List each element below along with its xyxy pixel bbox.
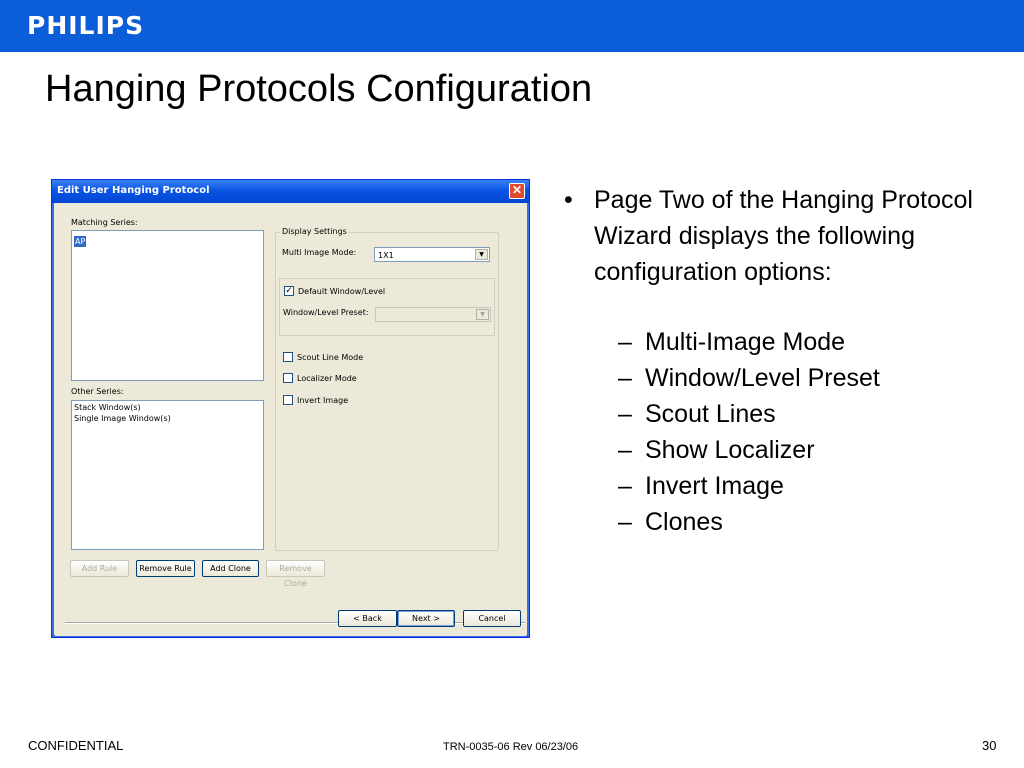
multi-image-mode-label: Multi Image Mode:: [282, 248, 357, 257]
scout-line-mode-label: Scout Line Mode: [297, 352, 364, 362]
sub-bullet-text: Window/Level Preset: [645, 364, 880, 392]
other-series-label: Other Series:: [71, 387, 124, 396]
invert-image-checkbox[interactable]: [283, 395, 348, 405]
sub-bullet-text: Clones: [645, 508, 723, 536]
display-settings-group: [275, 227, 499, 551]
sub-bullet: [562, 396, 1002, 432]
remove-rule-button[interactable]: Remove Rule: [136, 560, 195, 577]
chevron-down-icon[interactable]: ▼: [476, 309, 489, 320]
dash-icon: –: [618, 472, 632, 500]
window-level-box: [279, 278, 495, 336]
other-series-list[interactable]: [71, 400, 264, 550]
bullet-main: [562, 182, 1002, 290]
sub-bullet-text: Multi-Image Mode: [645, 328, 846, 356]
page-number: 30: [982, 738, 997, 753]
multi-image-mode-value: 1X1: [378, 251, 394, 260]
invert-image-label: Invert Image: [297, 395, 349, 405]
dash-icon: –: [618, 328, 632, 356]
dash-icon: –: [618, 364, 632, 392]
close-icon[interactable]: ✕: [509, 183, 525, 199]
sub-bullet: [562, 468, 1002, 504]
add-clone-button[interactable]: Add Clone: [202, 560, 259, 577]
window-level-preset-label: Window/Level Preset:: [283, 308, 369, 317]
sub-bullet-list: [562, 324, 1002, 540]
sub-bullet: [562, 504, 1002, 540]
list-item[interactable]: AP: [75, 237, 86, 246]
list-item[interactable]: Stack Window(s): [74, 403, 141, 412]
checkbox-empty-icon[interactable]: [283, 352, 293, 362]
localizer-mode-label: Localizer Mode: [297, 373, 357, 383]
scout-line-mode-checkbox[interactable]: [283, 352, 363, 362]
chevron-down-icon[interactable]: ▼: [475, 249, 488, 260]
matching-series-list[interactable]: [71, 230, 264, 381]
footer-document-id: TRN-0035-06 Rev 06/23/06: [443, 741, 579, 753]
back-button[interactable]: < Back: [338, 610, 397, 627]
dialog-titlebar[interactable]: [52, 180, 529, 203]
window-level-preset-select[interactable]: [375, 307, 491, 322]
dash-icon: –: [618, 508, 632, 536]
dash-icon: –: [618, 400, 632, 428]
multi-image-mode-select[interactable]: [374, 247, 490, 262]
checkbox-empty-icon[interactable]: [283, 395, 293, 405]
checkbox-checked-icon[interactable]: ✓: [285, 286, 293, 296]
default-window-level-label: Default Window/Level: [298, 286, 386, 296]
checkbox-empty-icon[interactable]: [283, 373, 293, 383]
footer-confidential: CONFIDENTIAL: [28, 738, 124, 753]
dialog-separator: [65, 622, 525, 624]
bullet-icon: •: [564, 186, 573, 214]
sub-bullet: [562, 432, 1002, 468]
sub-bullet: [562, 324, 1002, 360]
edit-user-hanging-protocol-dialog: [51, 179, 530, 638]
sub-bullet: [562, 360, 1002, 396]
default-window-level-checkbox[interactable]: [284, 286, 385, 296]
sub-bullet-text: Invert Image: [645, 472, 784, 500]
matching-series-label: Matching Series:: [71, 218, 138, 227]
bullet-list: [562, 182, 1002, 540]
localizer-mode-checkbox[interactable]: [283, 373, 357, 383]
next-button[interactable]: Next >: [397, 610, 455, 627]
cancel-button[interactable]: Cancel: [463, 610, 521, 627]
add-rule-button[interactable]: Add Rule: [70, 560, 129, 577]
remove-clone-button[interactable]: Remove Clone: [266, 560, 325, 577]
sub-bullet-text: Show Localizer: [645, 436, 815, 464]
brand-bar: [0, 0, 1024, 52]
dialog-body: [55, 203, 526, 636]
dialog-title: Edit User Hanging Protocol: [57, 185, 210, 196]
list-item[interactable]: Single Image Window(s): [74, 414, 171, 423]
dash-icon: –: [618, 436, 632, 464]
slide-title: Hanging Protocols Configuration: [45, 68, 593, 110]
sub-bullet-text: Scout Lines: [645, 400, 776, 428]
philips-logo: PHILIPS: [27, 11, 145, 40]
bullet-main-text: Page Two of the Hanging Protocol Wizard displays the following configuration options:: [594, 186, 973, 286]
display-settings-title: Display Settings: [282, 227, 347, 236]
